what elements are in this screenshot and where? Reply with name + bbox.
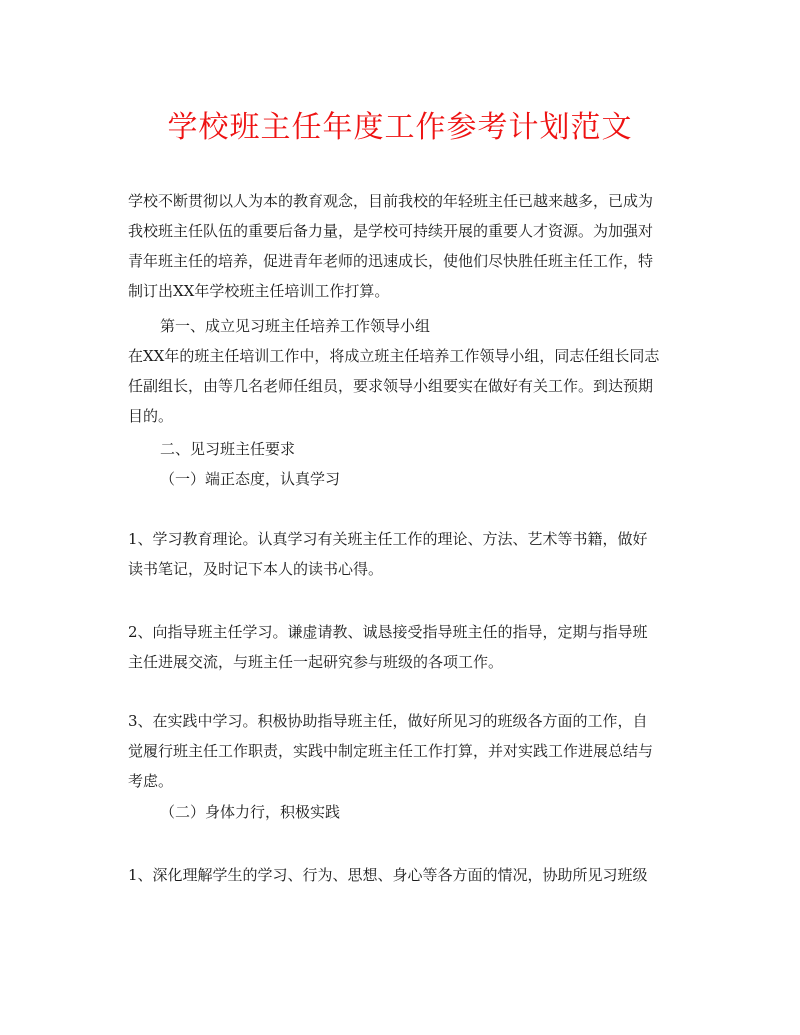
text-line: 3、在实践中学习。积极协助指导班主任，做好所见习的班级各方面的工作，自 <box>128 712 648 730</box>
section2-heading: 二、见习班主任要求 <box>160 440 296 458</box>
text-line: 2、向指导班主任学习。谦虚请教、诚恳接受指导班主任的指导，定期与指导班 <box>128 623 648 641</box>
section1-heading: 第一、成立见习班主任培养工作领导小组 <box>160 317 431 335</box>
text-line: 1、深化理解学生的学习、行为、思想、身心等各方面的情况，协助所见习班级 <box>128 866 648 884</box>
subsection2-heading: （二）身体力行，积极实践 <box>160 803 341 821</box>
text-line: 学校不断贯彻以人为本的教育观念，目前我校的年轻班主任已越来越多，已成为 <box>128 192 654 210</box>
section1-body <box>128 341 676 431</box>
item-2 <box>128 617 676 677</box>
text-line: 青年班主任的培养，促进青年老师的迅速成长，使他们尽快胜任班主任工作，特 <box>128 252 654 270</box>
subsection1-heading: （一）端正态度，认真学习 <box>160 470 341 488</box>
text-line: 读书笔记，及时记下本人的读书心得。 <box>128 560 384 578</box>
text-line: 制订出XX年学校班主任培训工作打算。 <box>128 282 390 300</box>
text-line: 考虑。 <box>128 772 174 790</box>
text-line: 觉履行班主任工作职责，实践中制定班主任工作打算，并对实践工作进展总结与 <box>128 742 654 760</box>
text-line: 1、学习教育理论。认真学习有关班主任工作的理论、方法、艺术等书籍，做好 <box>128 530 648 548</box>
intro-paragraph <box>128 186 676 306</box>
item-4 <box>128 860 676 890</box>
text-line: 我校班主任队伍的重要后备力量，是学校可持续开展的重要人才资源。为加强对 <box>128 222 654 240</box>
text-line: 任副组长，由等几名老师任组员，要求领导小组要实在做好有关工作。到达预期 <box>128 377 654 395</box>
item-1 <box>128 524 676 584</box>
text-line: 主任进展交流，与班主任一起研究参与班级的各项工作。 <box>128 653 504 671</box>
text-line: 在XX年的班主任培训工作中，将成立班主任培养工作领导小组，同志任组长同志 <box>128 347 660 365</box>
text-line: 目的。 <box>128 407 174 425</box>
item-3 <box>128 706 676 796</box>
document-title: 学校班主任年度工作参考计划范文 <box>167 110 633 145</box>
